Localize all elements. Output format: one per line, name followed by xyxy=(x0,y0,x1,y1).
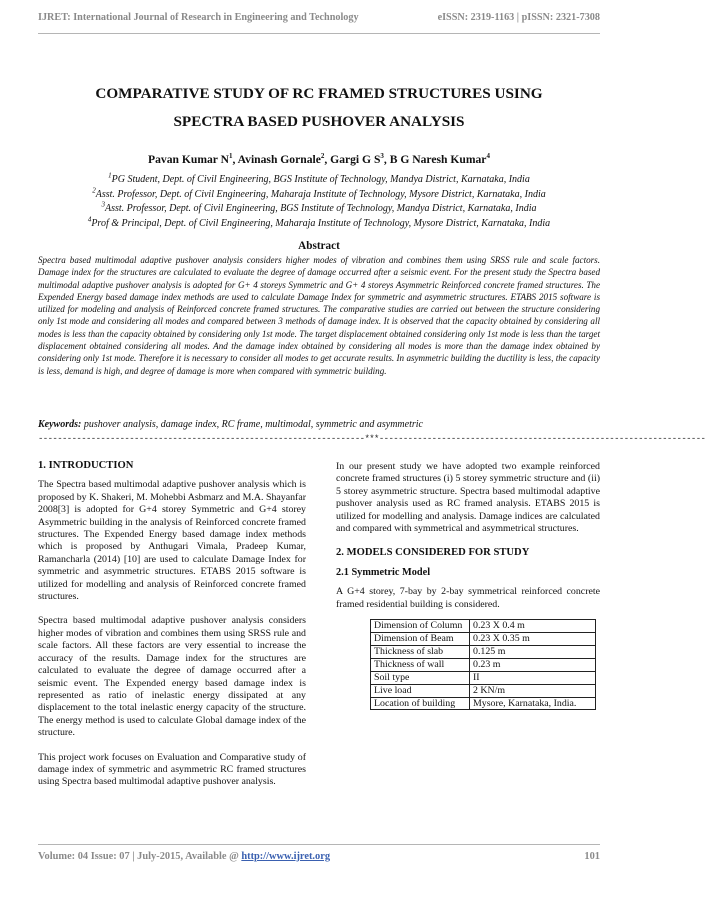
intro-paragraph-3: This project work focuses on Evaluation and Comparative study of damage index of symmetric and asymmetric RC framed structures using Spectra based multimodal adaptive pushover analysis. xyxy=(38,751,306,788)
author-sep: , xyxy=(383,153,390,166)
table-cell-value: 0.23 X 0.4 m xyxy=(470,620,596,633)
title-line-1: COMPARATIVE STUDY OF RC FRAMED STRUCTURES USING xyxy=(95,85,543,102)
journal-url-link[interactable]: http://www.ijret.org xyxy=(241,851,331,862)
table-cell-value: 0.23 X 0.35 m xyxy=(470,632,596,645)
footer-rule xyxy=(38,844,600,845)
intro-paragraph-2: Spectra based multimodal adaptive pushover analysis considers higher modes of vibration and combines them using SRSS rule and scale factors. All these factors are very essential to increase the accuracy of the results. Damage index for the structures are calculated to evaluate the degree of damage occurred after a seismic event. The Expended energy based damage index is represented as ratio of inelastic energy dissipated at any displacement to the total inelastic energy capacity of the structure. The energy method is used to calculate Global damage index of the structure. xyxy=(38,615,306,739)
symmetric-model-paragraph: A G+4 storey, 7-bay by 2-bay symmetrical reinforced concrete framed residential building is considered. xyxy=(336,586,600,610)
author-sep: , xyxy=(324,153,331,166)
affiliation-text: Asst. Professor, Dept. of Civil Engineering, BGS Institute of Technology, Mandya District, Karnataka, India xyxy=(105,203,537,214)
affiliation-text: Prof & Principal, Dept. of Civil Engineering, Maharaja Institute of Technology, Mysore District, Karnataka, India xyxy=(91,217,551,229)
keywords xyxy=(38,419,600,430)
study-paragraph: In our present study we have adopted two example reinforced concrete framed structures (i) 5 storey symmetric structure and (ii) 5 storey asymmetric structure. Spectra based multimodal adaptive pushover analysis used as RC framed analysis. ETABS 2015 is utilized for modelling and analysis. Damage indices are calculated and compared with symmetrical and asymmetrical structures. xyxy=(336,461,600,535)
table-cell-value: II xyxy=(470,671,596,684)
affiliation-text: Asst. Professor, Dept. of Civil Engineering, Maharaja Institute of Technology, Mysore District, Karnataka, India xyxy=(95,188,546,200)
table-cell-value: 2 KN/m xyxy=(470,684,596,697)
table-row xyxy=(371,671,596,684)
table-cell-value: Mysore, Karnataka, India. xyxy=(470,697,596,710)
author-name: Avinash Gornale xyxy=(237,153,321,166)
footer-volume xyxy=(38,851,330,862)
author-name: B G Naresh Kumar xyxy=(389,153,487,166)
section-separator: --------------------------------------------------------------------***-------------------------------------------------------------------- xyxy=(38,434,705,444)
author-sup: 3 xyxy=(380,152,384,161)
author-sep: , xyxy=(232,153,238,166)
page-number: 101 xyxy=(584,851,600,862)
table-row xyxy=(371,620,596,633)
affiliation-line xyxy=(30,173,608,188)
models-heading: 2. MODELS CONSIDERED FOR STUDY xyxy=(336,547,530,559)
keywords-text: pushover analysis, damage index, RC frame, multimodal, symmetric and asymmetric xyxy=(81,419,423,430)
table-row xyxy=(371,645,596,658)
affiliation-sup: 3 xyxy=(101,200,106,209)
journal-header xyxy=(38,12,600,30)
author-name: Gargi G S xyxy=(330,153,381,166)
table-cell-label: Soil type xyxy=(371,671,470,684)
symmetric-model-heading: 2.1 Symmetric Model xyxy=(336,566,431,578)
table-cell-label: Thickness of wall xyxy=(371,658,470,671)
affiliation-line xyxy=(30,217,608,232)
keywords-label: Keywords: xyxy=(38,419,82,430)
author-sup: 4 xyxy=(486,152,490,161)
affiliation-sup: 4 xyxy=(87,215,92,224)
title-line-2: SPECTRA BASED PUSHOVER ANALYSIS xyxy=(173,113,465,130)
journal-name: IJRET: International Journal of Research in Engineering and Technology xyxy=(38,12,359,23)
table-row xyxy=(371,684,596,697)
table-cell-label: Dimension of Beam xyxy=(371,632,470,645)
intro-heading: 1. INTRODUCTION xyxy=(38,460,134,471)
left-column xyxy=(38,460,306,801)
parameters-table xyxy=(370,619,596,710)
author-sup: 2 xyxy=(320,152,325,161)
issn-info: eISSN: 2319-1163 | pISSN: 2321-7308 xyxy=(437,12,600,23)
author-name: Pavan Kumar N xyxy=(148,153,229,166)
table-cell-label: Dimension of Column xyxy=(371,620,470,633)
affiliation-line xyxy=(30,202,608,217)
table-cell-label: Location of building xyxy=(371,697,470,710)
affiliation-text: PG Student, Dept. of Civil Engineering, BGS Institute of Technology, Mandya District, Karnataka, India xyxy=(111,174,530,185)
intro-paragraph-1: The Spectra based multimodal adaptive pushover analysis which is proposed by K. Shakeri, M. Mohebbi Asbmarz and M.A. Shayanfar 2008[3] is adopted for G+4 storey Symmetric and G+4 storey Asymmetric building in the analysis of Reinforced concrete framed structures. The Expended Energy based damage index methods which is proposed by Anthugari Vimala, Pradeep Kumar, Ramancharla (2014) [10] are used to calculate Damage Index for symmetric and asymmetric structures. ETABS 2015 software is utilized for modelling and analysis of Reinforced concrete framed structures. xyxy=(38,479,306,603)
table-row xyxy=(371,632,596,645)
table-cell-value: 0.23 m xyxy=(470,658,596,671)
affiliation-sup: 1 xyxy=(108,171,112,180)
footer-volume-text: Volume: 04 Issue: 07 | July-2015, Available @ xyxy=(38,851,242,862)
table-row xyxy=(371,697,596,710)
author-list xyxy=(38,153,600,166)
table-row xyxy=(371,658,596,671)
paper-title xyxy=(38,80,600,136)
affiliation-sup: 2 xyxy=(92,186,96,195)
author-sup: 1 xyxy=(228,152,233,161)
affiliations xyxy=(30,173,608,231)
header-rule xyxy=(38,33,600,34)
abstract-body: Spectra based multimodal adaptive pushover analysis considers higher modes of vibration and combines them using SRSS rule and scale factors. Damage index for the structures are calculated to evaluate the degree of damage occurred after a seismic event. For the present study the Spectra based multimodal adaptive pushover analysis is adopted for G+ 4 storeys Symmetric and G+ 4 storeys Asymmetric Reinforced concrete framed structures. The Expended Energy based damage index methods are used to calculate Damage Index for symmetric and asymmetric structures. ETABS 2015 software is utilized for modeling and analysis of Reinforced concrete framed structures. The comparative studies are carried out between the structure considering only 1st mode and considering all modes and compared between 3 methods of damage index. It is observed that the capacity obtained by considering all modes is less than the capacity obtained by considering only 1st mode. The target displacement obtained considering only 1st mode is less than the target displacement obtained considering all modes. And the damage index obtained by considering all modes is more than the damage index obtained by considering only 1st mode. Therefore it is necessary to consider all modes to get accurate results. In asymmetric building the ductility is less, the capacity is less, demand is high, and degree of damage is more when compared with symmetric building. xyxy=(38,255,600,376)
table-cell-label: Live load xyxy=(371,684,470,697)
table-cell-label: Thickness of slab xyxy=(371,645,470,658)
abstract-heading: Abstract xyxy=(298,240,340,252)
right-column xyxy=(336,461,600,710)
affiliation-line xyxy=(30,188,608,203)
table-cell-value: 0.125 m xyxy=(470,645,596,658)
